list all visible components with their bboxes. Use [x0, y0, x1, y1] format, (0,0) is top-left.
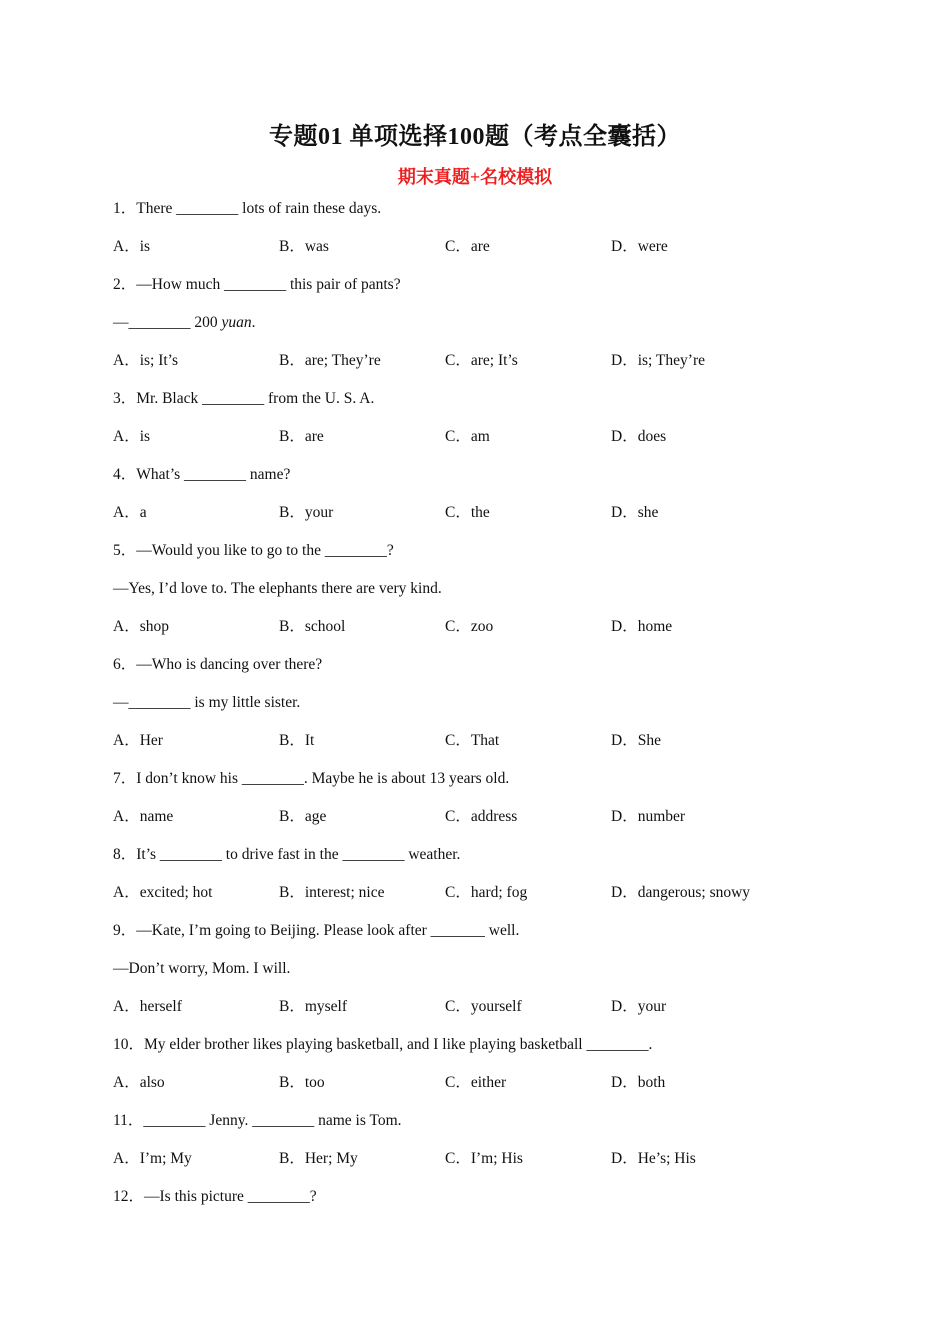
option-d: D．He’s; His [611, 1150, 696, 1167]
option-d: D．home [611, 618, 673, 635]
option-row [113, 804, 833, 842]
question-item [113, 918, 833, 1032]
question-item [113, 1108, 833, 1184]
option-row [113, 614, 833, 652]
option-a: A．a [113, 504, 147, 521]
question-item [113, 538, 833, 652]
option-row [113, 234, 833, 272]
question-stem-line: —Yes, I’d love to. The elephants there are very kind. [113, 580, 442, 597]
option-d: D．she [611, 504, 659, 521]
question-stem-line: —________ is my little sister. [113, 694, 301, 711]
option-d: D．She [611, 732, 661, 749]
option-c: C．either [445, 1074, 507, 1091]
question-stem: 4．What’s ________ name? [113, 466, 291, 483]
option-b: B．Her; My [279, 1150, 358, 1167]
option-b: B．was [279, 238, 329, 255]
option-d: D．your [611, 998, 667, 1015]
option-b: B．myself [279, 998, 348, 1015]
option-c: C．am [445, 428, 490, 445]
option-d: D．is; They’re [611, 352, 705, 369]
question-item [113, 1184, 833, 1222]
option-a: A．Her [113, 732, 163, 749]
question-stem-line: —Don’t worry, Mom. I will. [113, 960, 291, 977]
option-c: C．the [445, 504, 490, 521]
page-subtitle: 期末真题+名校模拟 [397, 167, 553, 187]
option-d: D．were [611, 238, 668, 255]
option-row [113, 880, 833, 918]
option-row [113, 424, 833, 462]
question-item [113, 652, 833, 766]
question-stem: 2．—How much ________ this pair of pants? [113, 276, 401, 293]
option-row [113, 994, 833, 1032]
option-d: D．does [611, 428, 667, 445]
option-row [113, 500, 833, 538]
option-row [113, 728, 833, 766]
question-stem: 1．There ________ lots of rain these days. [113, 200, 382, 217]
question-stem-line: —________ 200 yuan. [113, 314, 256, 331]
question-item [113, 462, 833, 538]
option-a: A．I’m; My [113, 1150, 192, 1167]
option-c: C．That [445, 732, 500, 749]
option-b: B．are [279, 428, 324, 445]
option-a: A．also [113, 1074, 165, 1091]
option-d: D．both [611, 1074, 666, 1091]
option-c: C．are; It’s [445, 352, 518, 369]
option-a: A．shop [113, 618, 169, 635]
question-item [113, 272, 833, 386]
option-a: A．name [113, 808, 174, 825]
option-a: A．herself [113, 998, 182, 1015]
question-stem: 5．—Would you like to go to the ________? [113, 542, 394, 559]
option-c: C．yourself [445, 998, 522, 1015]
question-stem: 8．It’s ________ to drive fast in the ________ weather. [113, 846, 461, 863]
question-list [113, 196, 833, 1222]
question-stem: 12．—Is this picture ________? [113, 1188, 317, 1205]
option-b: B．age [279, 808, 327, 825]
option-c: C．address [445, 808, 518, 825]
option-c: C．hard; fog [445, 884, 528, 901]
option-d: D．dangerous; snowy [611, 884, 751, 901]
page-title: 专题01 单项选择100题（考点全囊括） [269, 124, 681, 150]
option-c: C．zoo [445, 618, 494, 635]
option-a: A．is [113, 428, 151, 445]
question-item [113, 1032, 833, 1108]
option-a: A．is; It’s [113, 352, 179, 369]
question-item [113, 766, 833, 842]
option-row [113, 1070, 833, 1108]
option-row [113, 348, 833, 386]
question-stem: 10．My elder brother likes playing basketball, and I like playing basketball ________. [113, 1036, 653, 1053]
option-b: B．It [279, 732, 315, 749]
question-stem: 7．I don’t know his ________. Maybe he is about 13 years old. [113, 770, 510, 787]
option-c: C．I’m; His [445, 1150, 523, 1167]
question-item [113, 386, 833, 462]
question-item [113, 196, 833, 272]
question-stem: 3．Mr. Black ________ from the U. S. A. [113, 390, 375, 407]
option-a: A．is [113, 238, 151, 255]
question-item [113, 842, 833, 918]
option-b: B．school [279, 618, 346, 635]
question-stem: 6．—Who is dancing over there? [113, 656, 323, 673]
option-b: B．too [279, 1074, 325, 1091]
option-d: D．number [611, 808, 686, 825]
option-b: B．your [279, 504, 334, 521]
option-b: B．are; They’re [279, 352, 381, 369]
option-a: A．excited; hot [113, 884, 213, 901]
option-row [113, 1146, 833, 1184]
question-stem: 9．—Kate, I’m going to Beijing. Please look after _______ well. [113, 922, 520, 939]
question-stem: 11．________ Jenny. ________ name is Tom. [113, 1112, 402, 1129]
option-b: B．interest; nice [279, 884, 385, 901]
option-c: C．are [445, 238, 490, 255]
